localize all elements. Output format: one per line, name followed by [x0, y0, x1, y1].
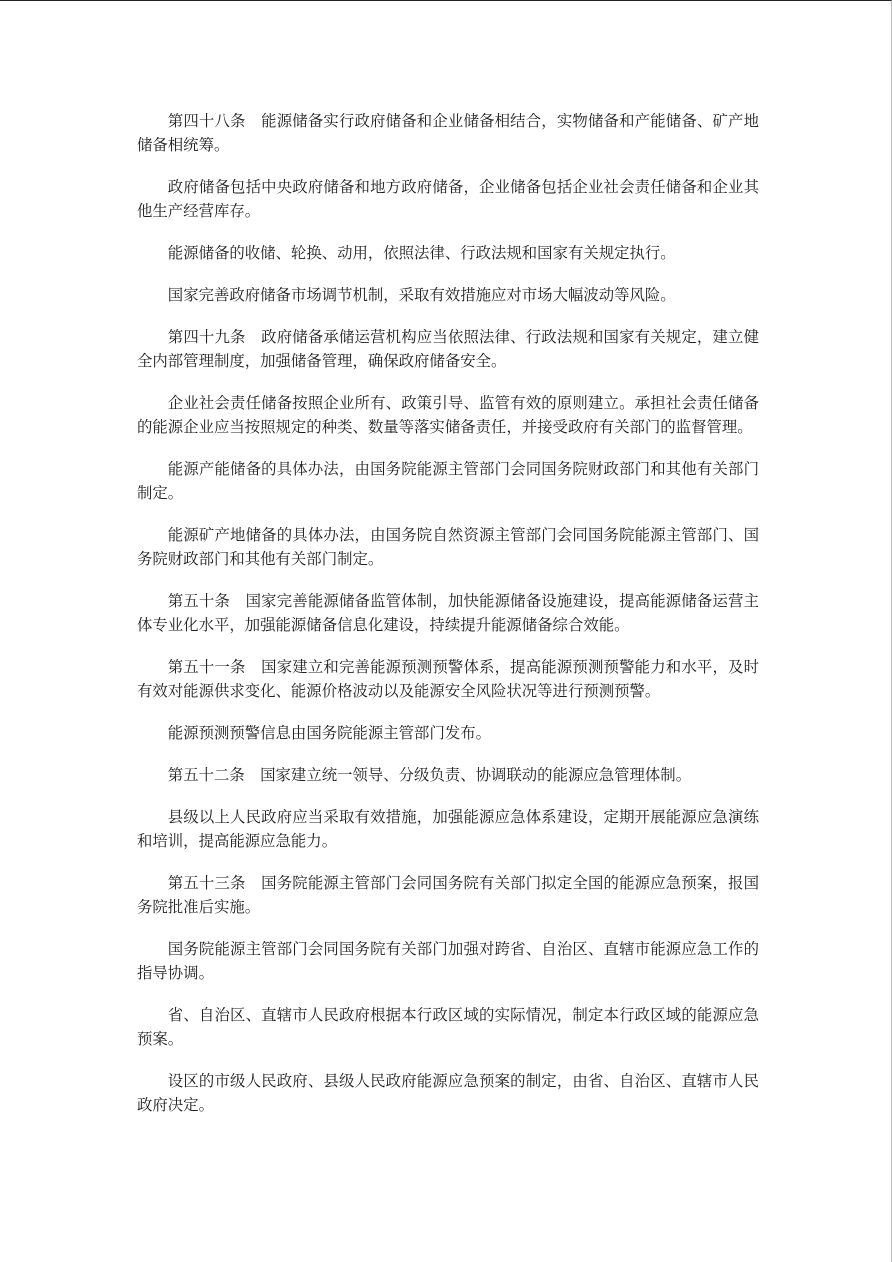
paragraph: 政府储备包括中央政府储备和地方政府储备，企业储备包括企业社会责任储备和企业其他生产经营库存。 — [137, 178, 759, 220]
paragraph-article-53: 第五十三条 国务院能源主管部门会同国务院有关部门拟定全国的能源应急预案，报国务院批准后实施。 — [137, 874, 759, 916]
paragraph: 县级以上人民政府应当采取有效措施，加强能源应急体系建设，定期开展能源应急演练和培训，提高能源应急能力。 — [137, 808, 759, 850]
paragraph: 国务院能源主管部门会同国务院有关部门加强对跨省、自治区、直辖市能源应急工作的指导协调。 — [137, 940, 759, 982]
paragraph: 能源矿产地储备的具体办法，由国务院自然资源主管部门会同国务院能源主管部门、国务院财政部门和其他有关部门制定。 — [137, 526, 759, 568]
paragraph-article-50: 第五十条 国家完善能源储备监管体制，加快能源储备设施建设，提高能源储备运营主体专业化水平，加强能源储备信息化建设，持续提升能源储备综合效能。 — [137, 592, 759, 634]
paragraph-article-52: 第五十二条 国家建立统一领导、分级负责、协调联动的能源应急管理体制。 — [167, 766, 692, 784]
paragraph-article-49: 第四十九条 政府储备承储运营机构应当依照法律、行政法规和国家有关规定，建立健全内部管理制度，加强储备管理，确保政府储备安全。 — [137, 328, 759, 370]
paragraph-article-51: 第五十一条 国家建立和完善能源预测预警体系，提高能源预测预警能力和水平，及时有效对能源供求变化、能源价格波动以及能源安全风险状况等进行预测预警。 — [137, 658, 759, 700]
document-body — [137, 109, 759, 1135]
paragraph: 省、自治区、直辖市人民政府根据本行政区域的实际情况，制定本行政区域的能源应急预案。 — [137, 1006, 759, 1048]
paragraph-article-48: 第四十八条 能源储备实行政府储备和企业储备相结合，实物储备和产能储备、矿产地储备相统筹。 — [137, 112, 759, 154]
paragraph: 设区的市级人民政府、县级人民政府能源应急预案的制定，由省、自治区、直辖市人民政府决定。 — [137, 1072, 759, 1114]
paragraph: 国家完善政府储备市场调节机制，采取有效措施应对市场大幅波动等风险。 — [167, 286, 676, 304]
paragraph: 能源预测预警信息由国务院能源主管部门发布。 — [167, 724, 492, 742]
paragraph: 企业社会责任储备按照企业所有、政策引导、监管有效的原则建立。承担社会责任储备的能源企业应当按照规定的种类、数量等落实储备责任，并接受政府有关部门的监督管理。 — [137, 394, 759, 436]
paragraph: 能源产能储备的具体办法，由国务院能源主管部门会同国务院财政部门和其他有关部门制定。 — [137, 460, 759, 502]
paragraph: 能源储备的收储、轮换、动用，依照法律、行政法规和国家有关规定执行。 — [167, 244, 676, 262]
